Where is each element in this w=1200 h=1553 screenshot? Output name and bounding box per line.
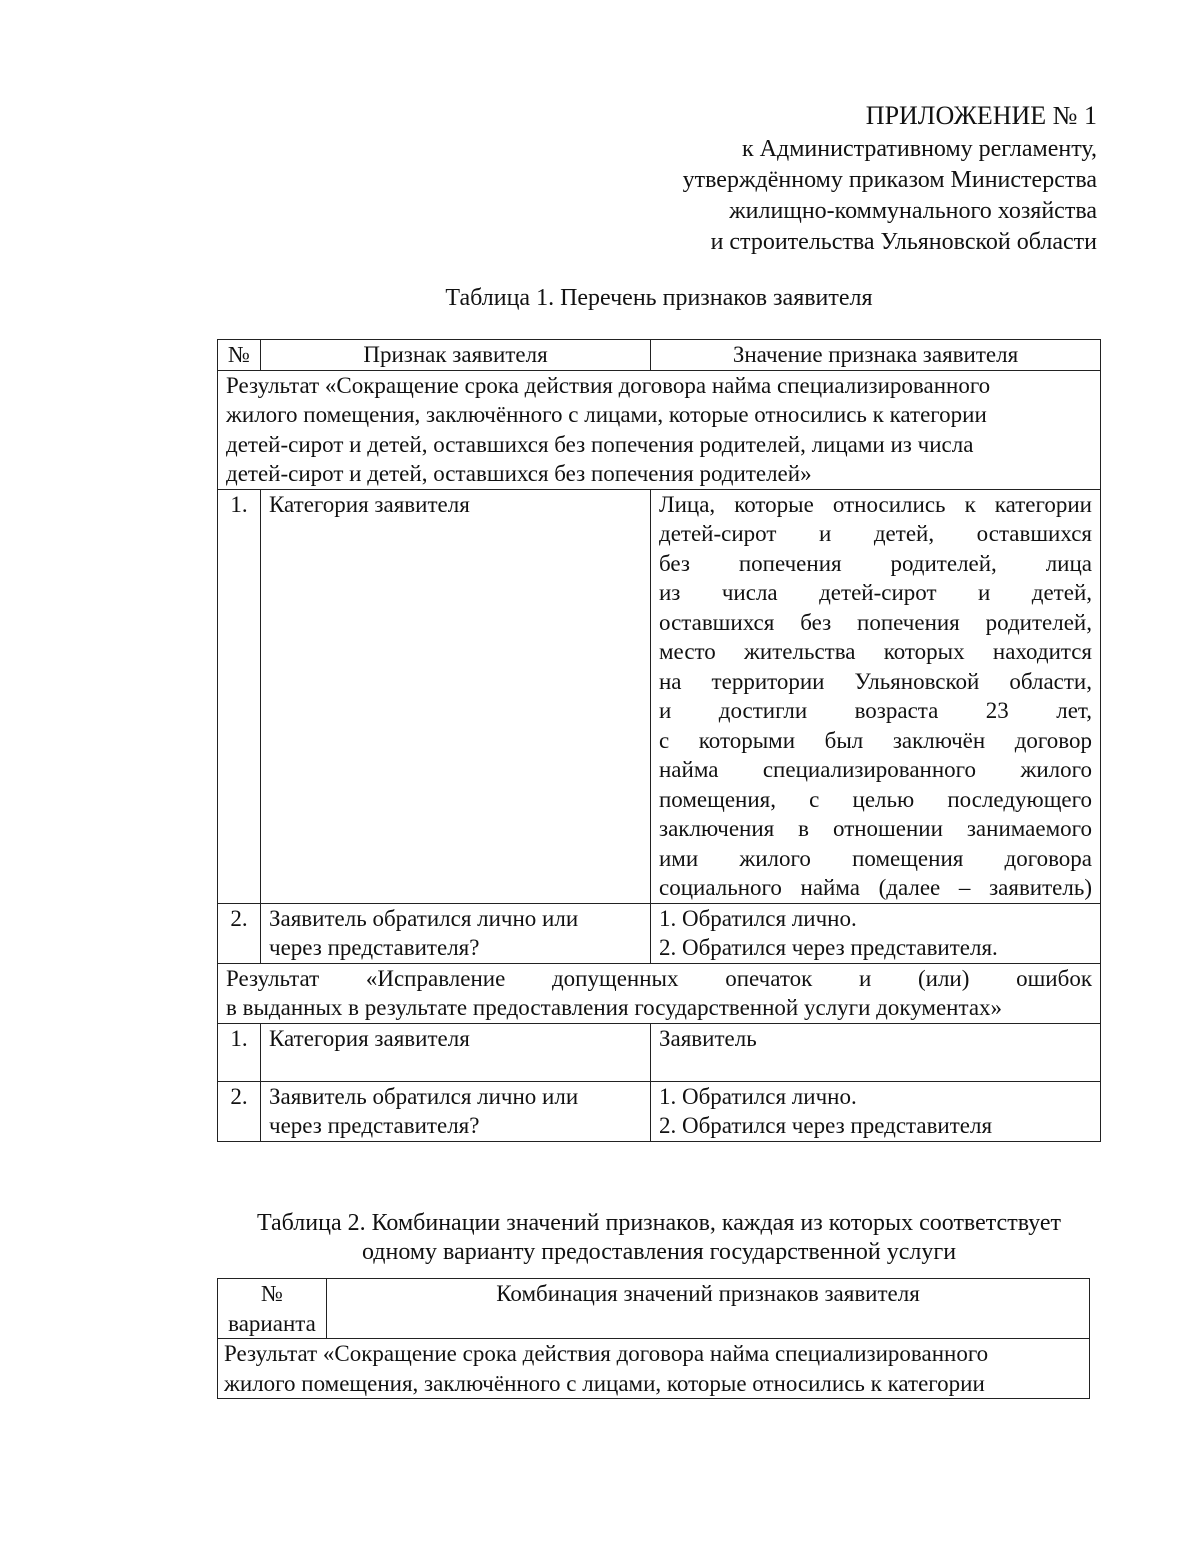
value-line: Лица, которые относились к категории [659, 491, 1092, 517]
table-row [218, 489, 1101, 903]
row-attribute [261, 489, 651, 903]
value-line: Заявитель [659, 1025, 757, 1051]
table-row [218, 1023, 1101, 1081]
value-line: найма специализированного жилого [659, 757, 1092, 782]
appendix-line: жилищно-коммунального хозяйства [729, 198, 1097, 224]
result-line: жилого помещения, заключённого с лицами, которые относились к категории [224, 1370, 985, 1396]
caption-line: одному варианту предоставления государственной услуги [361, 1239, 957, 1265]
row-value [651, 1081, 1101, 1141]
result-row [218, 370, 1101, 489]
row-number: 1. [218, 489, 261, 903]
value-line: детей-сирот и детей, оставшихся [659, 521, 1092, 546]
header-line: варианта [228, 1310, 316, 1336]
appendix-line: к Административному регламенту, [742, 136, 1097, 162]
row-attribute [261, 1081, 651, 1141]
row-number: 2. [218, 903, 261, 963]
result-cell [218, 963, 1101, 1023]
result-cell [218, 370, 1101, 489]
result-line: жилого помещения, заключённого с лицами, которые относились к категории [226, 402, 987, 427]
result-line: Результат «Исправление допущенных опечаток и (или) ошибок [226, 965, 1092, 991]
row-attribute [261, 1023, 651, 1081]
attribute-line: через представителя? [269, 935, 480, 960]
result-line: детей-сирот и детей, оставшихся без попечения родителей, лицами из числа [226, 431, 974, 457]
result-line: в выданных в результате предоставления государственной услуги документах» [226, 995, 1003, 1020]
value-line: заключения в отношении занимаемого [659, 816, 1092, 841]
value-line: и достигли возраста 23 лет, [659, 698, 1092, 723]
header-variant-number [218, 1279, 327, 1339]
value-line: из числа детей-сирот и детей, [659, 580, 1092, 605]
value-line: 1. Обратился лично. [659, 1083, 857, 1109]
appendix-title: ПРИЛОЖЕНИЕ № 1 [865, 101, 1097, 130]
row-number: 1. [218, 1023, 261, 1081]
attribute-combinations-table [217, 1278, 1090, 1399]
header-number: № [218, 340, 261, 371]
value-line: оставшихся без попечения родителей, [659, 609, 1092, 635]
table-header-row [218, 340, 1101, 371]
value-line: 1. Обратился лично. [659, 905, 857, 931]
header-combination: Комбинация значений признаков заявителя [327, 1279, 1090, 1339]
value-line: ими жилого помещения договора [659, 845, 1092, 871]
value-line: социального найма (далее – заявитель) [659, 875, 1092, 900]
appendix-header [683, 98, 1097, 258]
result-line: детей-сирот и детей, оставшихся без попечения родителей» [226, 461, 812, 486]
table-row [218, 903, 1101, 963]
row-attribute [261, 903, 651, 963]
header-line: № [261, 1281, 283, 1306]
table2-caption [217, 1209, 1101, 1267]
result-row [218, 1339, 1090, 1399]
table-row [218, 1081, 1101, 1141]
value-line: без попечения родителей, лица [659, 550, 1092, 576]
caption-line: Таблица 2. Комбинации значений признаков, каждая из которых соответствует [256, 1210, 1062, 1236]
table-header-row [218, 1279, 1090, 1339]
header-value: Значение признака заявителя [651, 340, 1101, 371]
value-line: на территории Ульяновской области, [659, 668, 1092, 694]
attribute-line: через представителя? [269, 1113, 480, 1138]
attribute-line: Заявитель обратился лично или [269, 905, 579, 931]
value-line: с которыми был заключён договор [659, 727, 1092, 753]
value-line: помещения, с целью последующего [659, 786, 1092, 812]
result-line: Результат «Сокращение срока действия договора найма специализированного [224, 1341, 989, 1366]
result-line: Результат «Сокращение срока действия договора найма специализированного [226, 372, 991, 398]
attribute-line: Категория заявителя [269, 491, 470, 517]
value-line: 2. Обратился через представителя. [659, 935, 998, 960]
appendix-line: и строительства Ульяновской области [710, 229, 1097, 255]
appendix-line: утверждённому приказом Министерства [682, 167, 1097, 193]
attribute-line: Категория заявителя [269, 1025, 470, 1051]
result-cell [218, 1339, 1090, 1399]
row-value [651, 489, 1101, 903]
value-line: место жительства которых находится [659, 639, 1092, 664]
applicant-attributes-table [217, 339, 1101, 1142]
value-line: 2. Обратился через представителя [659, 1113, 993, 1138]
attribute-line: Заявитель обратился лично или [269, 1083, 579, 1109]
row-value [651, 1023, 1101, 1081]
row-value [651, 903, 1101, 963]
row-number: 2. [218, 1081, 261, 1141]
header-attribute: Признак заявителя [261, 340, 651, 371]
table1-caption: Таблица 1. Перечень признаков заявителя [445, 285, 873, 311]
result-row [218, 963, 1101, 1023]
